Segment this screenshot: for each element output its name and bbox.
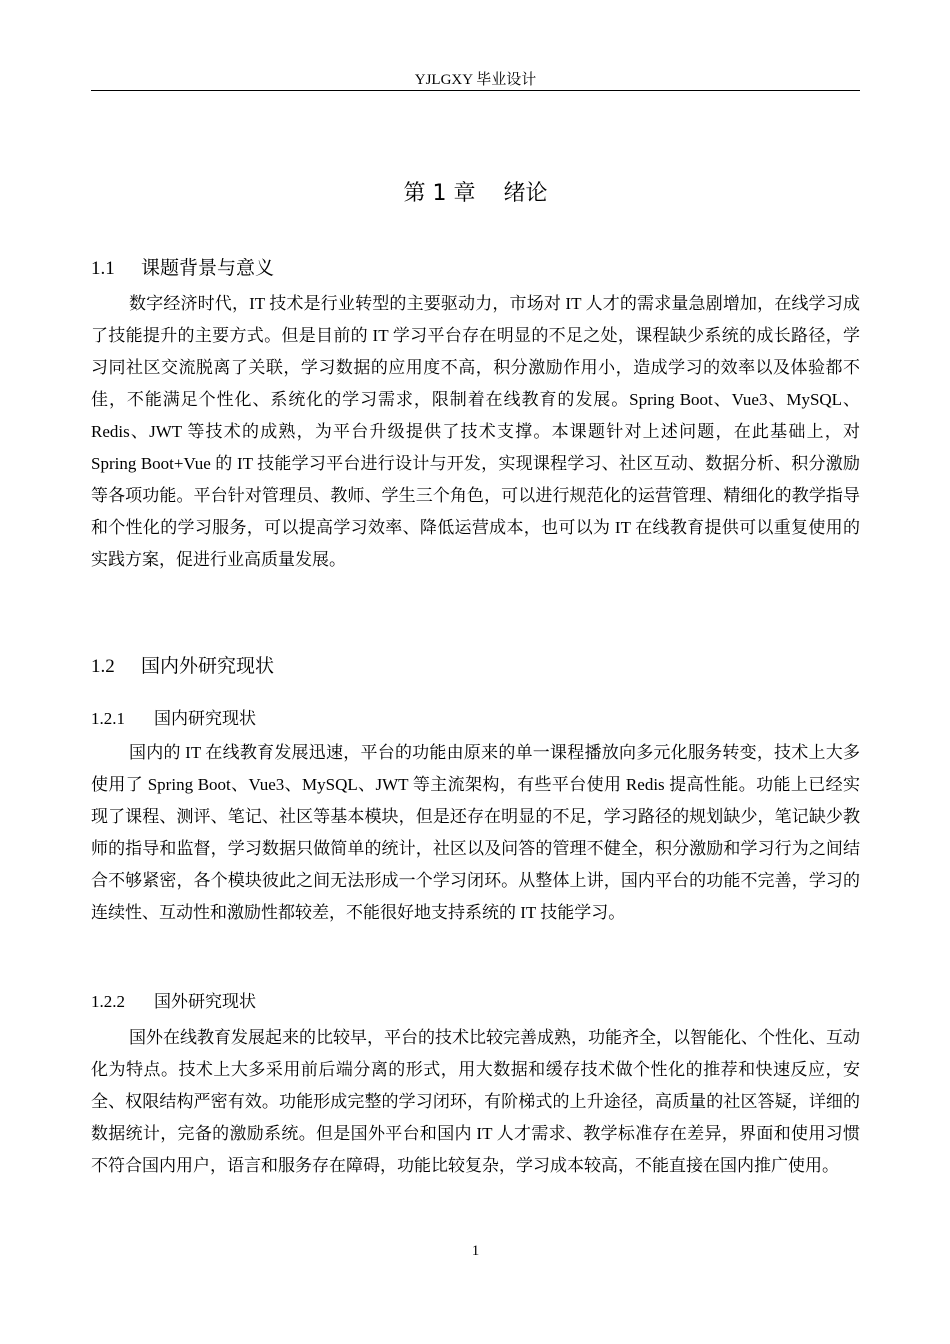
subsection-number: 1.2.1 [91, 709, 125, 728]
subsection-number: 1.2.2 [91, 992, 125, 1011]
paragraph-background: 数字经济时代，IT 技术是行业转型的主要驱动力，市场对 IT 人才的需求量急剧增加，在线学习成了技能提升的主要方式。但是目前的 IT 学习平台存在明显的不足之处，课程缺少系统的成长路径，学习同社区交流脱离了关联，学习数据的应用度不高，积分激励作用小，造成学习的效率以及体验都不佳，不能满足个性化、系统化的学习需求，限制着在线教育的发展。Spring Boot、Vue3、MySQL、Redis、JWT 等技术的成熟，为平台升级提供了技术支撑。本课题针对上述问题，在此基础上，对 Spring Boot+Vue 的 IT 技能学习平台进行设计与开发，实现课程学习、社区互动、数据分析、积分激励等各项功能。平台针对管理员、教师、学生三个角色，可以进行规范化的运营管理、精细化的教学指导和个性化的学习服务，可以提高学习效率、降低运营成本，也可以为 IT 在线教育提供可以重复使用的实践方案，促进行业高质量发展。 [91, 294, 860, 569]
chapter-title: 第 1 章 绪论 [403, 181, 548, 206]
subsection-title: 国外研究现状 [154, 992, 256, 1012]
subsection-title: 国内研究现状 [154, 709, 256, 729]
section-title: 课题背景与意义 [141, 257, 275, 279]
section-heading-1-2 [91, 651, 274, 678]
paragraph-foreign-research: 国外在线教育发展起来的比较早，平台的技术比较完善成熟，功能齐全，以智能化、个性化、互动化为特点。技术上大多采用前后端分离的形式，用大数据和缓存技术做个性化的推荐和快速反应，安全、权限结构严密有效。功能形成完整的学习闭环，有阶梯式的上升途径，高质量的社区答疑，详细的数据统计，完备的激励系统。但是国外平台和国内 IT 人才需求、教学标准存在差异，界面和使用习惯不符合国内用户，语言和服务存在障碍，功能比较复杂，学习成本较高，不能直接在国内推广使用。 [91, 1028, 860, 1175]
section-heading-1-1 [91, 253, 274, 280]
paragraph-domestic-research: 国内的 IT 在线教育发展迅速，平台的功能由原来的单一课程播放向多元化服务转变，技术上大多使用了 Spring Boot、Vue3、MySQL、JWT 等主流架构，有些平台使用 Redis 提高性能。功能上已经实现了课程、测评、笔记、社区等基本模块，但是还存在明显的不足，学习路径的规划缺少，笔记缺少教师的指导和监督，学习数据只做简单的统计，社区以及问答的管理不健全，积分激励和学习行为之间结合不够紧密，各个模块彼此之间无法形成一个学习闭环。从整体上讲，国内平台的功能不完善，学习的连续性、互动性和激励性都较差，不能很好地支持系统的 IT 技能学习。 [91, 743, 860, 922]
subsection-heading-1-2-2 [91, 987, 256, 1012]
section-title: 国内外研究现状 [141, 655, 275, 677]
subsection-heading-1-2-1 [91, 704, 256, 729]
running-header: YJLGXY 毕业设计 [414, 72, 537, 88]
section-number: 1.1 [91, 258, 115, 279]
section-number: 1.2 [91, 656, 115, 677]
page-number: 1 [471, 1243, 480, 1259]
header-rule [91, 90, 860, 91]
